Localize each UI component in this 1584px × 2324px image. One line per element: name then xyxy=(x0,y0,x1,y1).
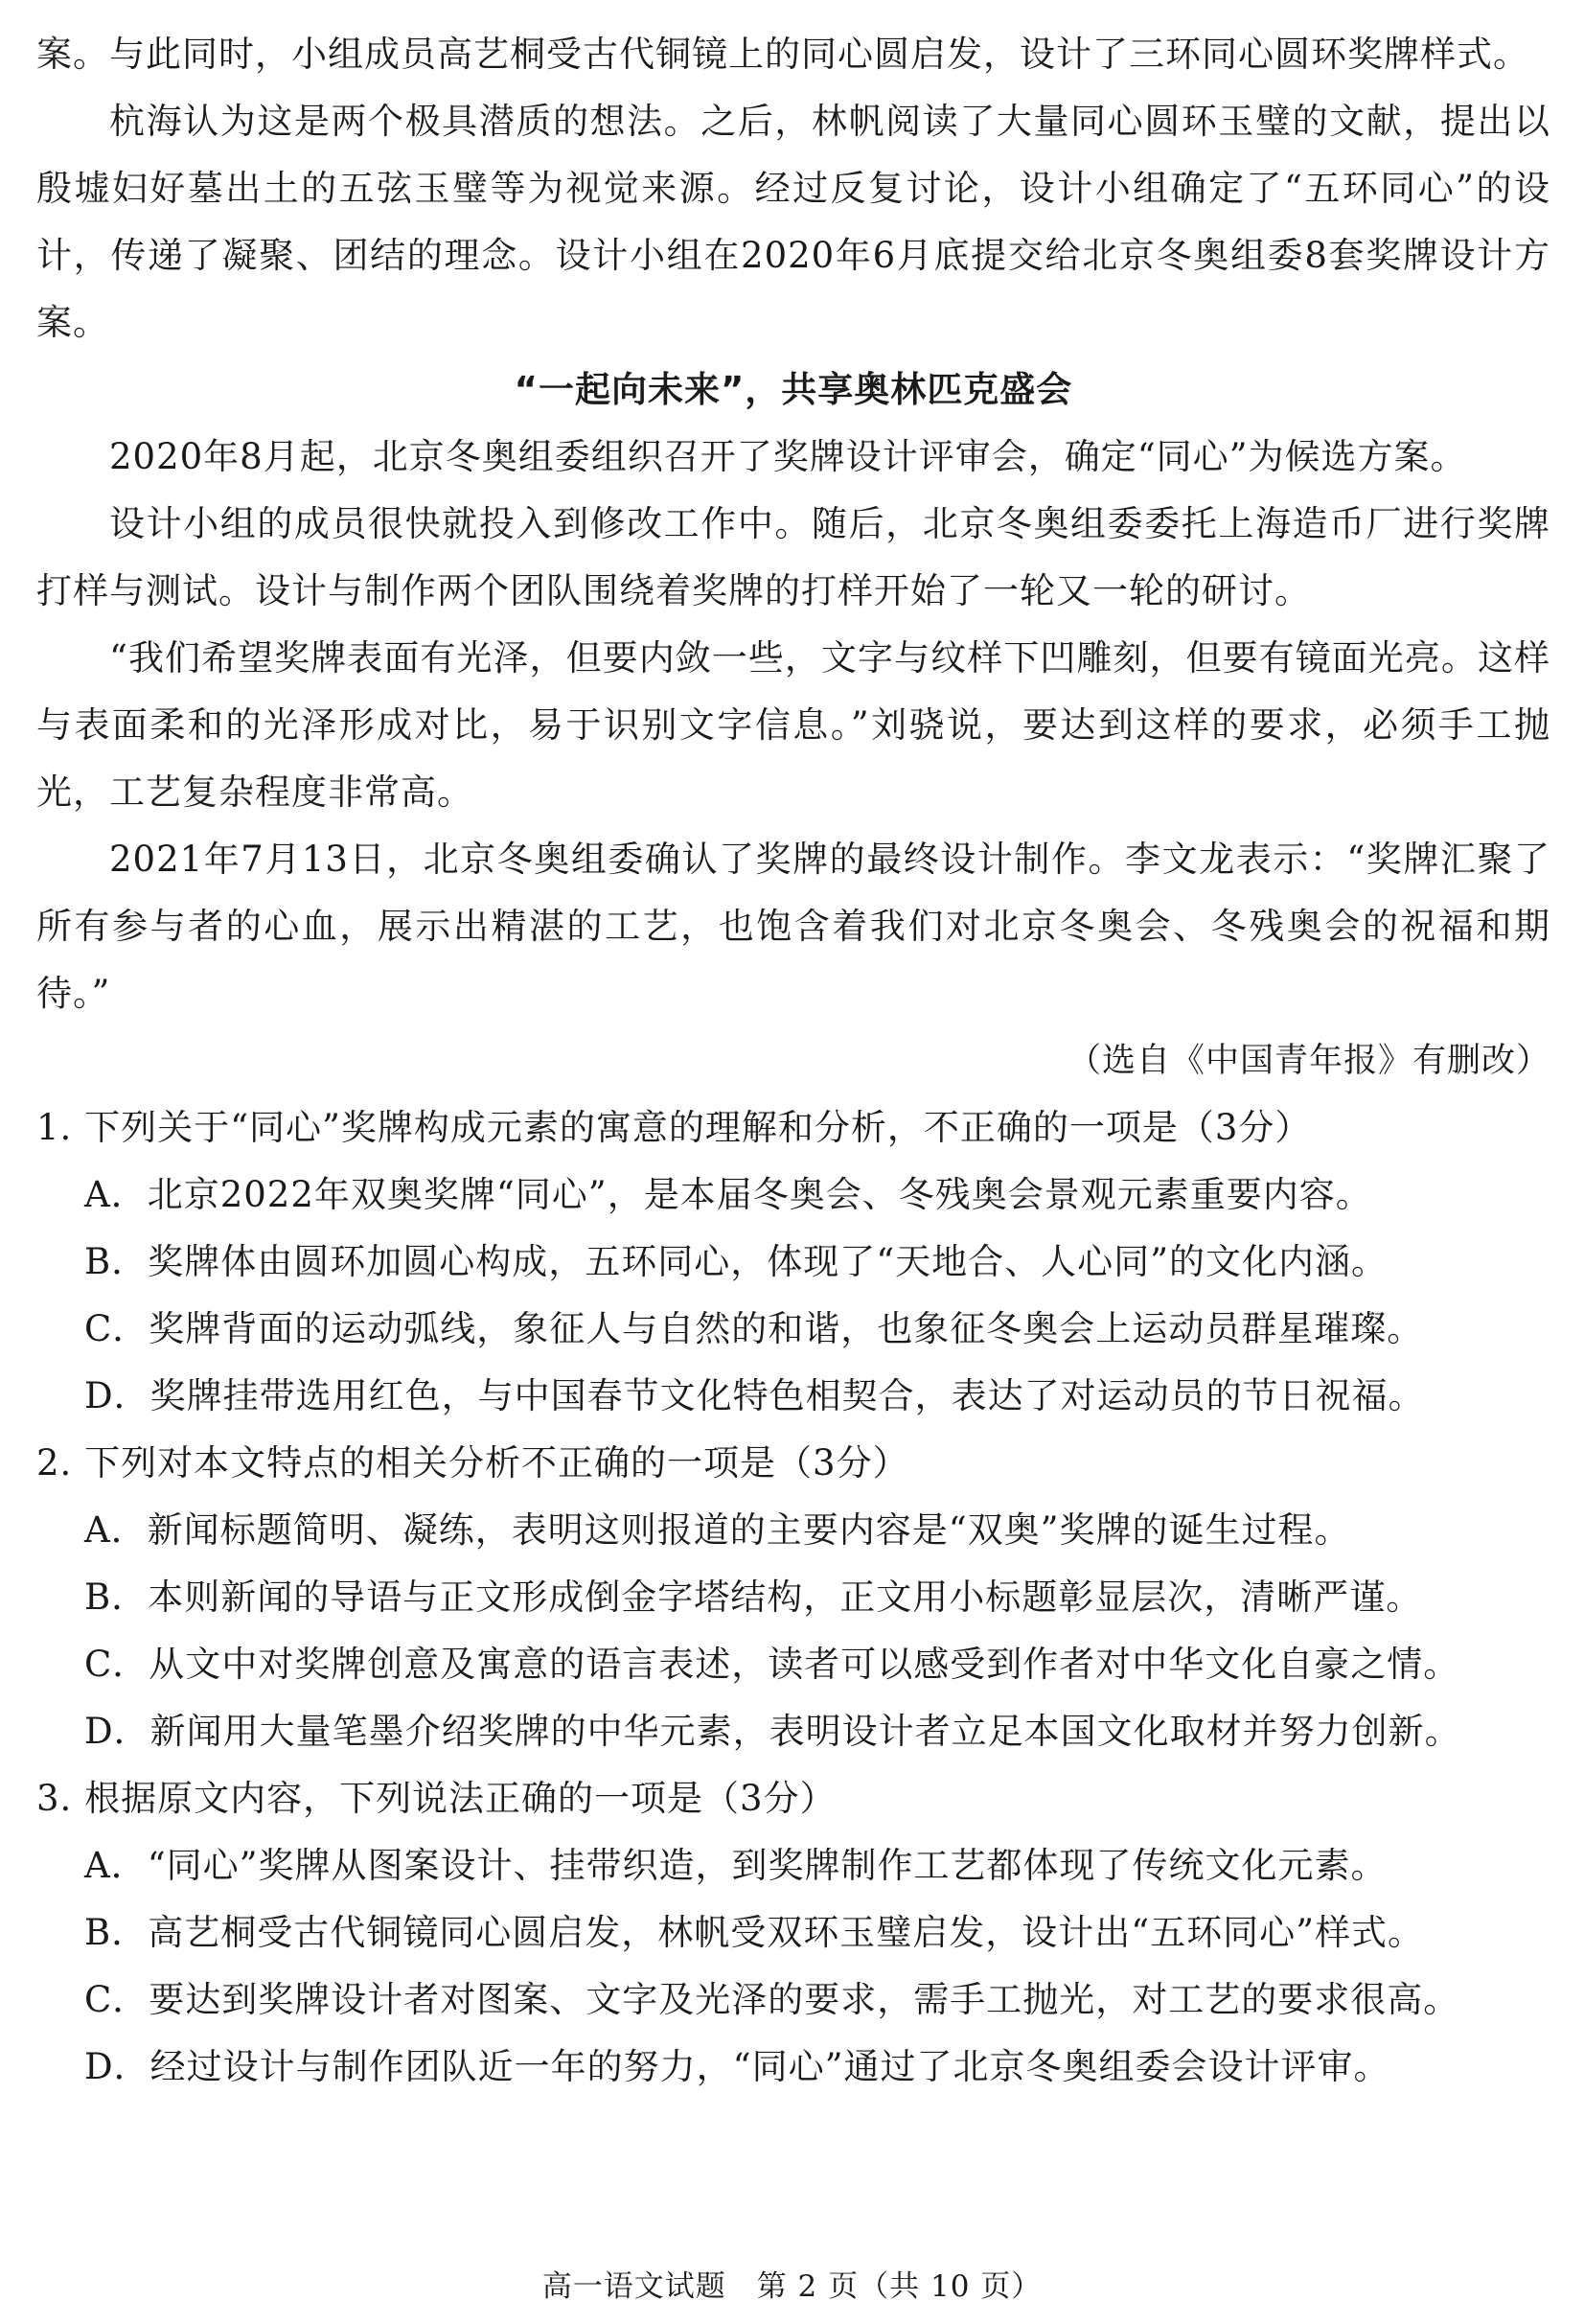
passage-paragraph: 杭海认为这是两个极具潜质的想法。之后，林帆阅读了大量同心圆环玉璧的文献，提出以殷墟妇好墓出土的五弦玉璧等为视觉来源。经过反复讨论，设计小组确定了“五环同心”的设计，传递了凝聚、团结的理念。设计小组在2020年6月底提交给北京冬奥组委8套奖牌设计方案。 xyxy=(36,101,1550,343)
option-a: A．新闻标题简明、凝练，表明这则报道的主要内容是“双奥”奖牌的诞生过程。 xyxy=(84,1509,1351,1551)
option-a: A．“同心”奖牌从图案设计、挂带织造，到奖牌制作工艺都体现了传统文化元素。 xyxy=(84,1845,1388,1886)
question-3 xyxy=(36,1765,1550,2101)
question-2 xyxy=(36,1430,1550,1765)
option-b: B．奖牌体由圆环加圆心构成，五环同心，体现了“天地合、人心同”的文化内涵。 xyxy=(84,1241,1389,1282)
question-stem: 2. 下列对本文特点的相关分析不正确的一项是（3分） xyxy=(36,1442,909,1484)
option-c: C．要达到奖牌设计者对图案、文字及光泽的要求，需手工抛光，对工艺的要求很高。 xyxy=(84,1979,1460,2020)
option-d: D．奖牌挂带选用红色，与中国春节文化特色相契合，表达了对运动员的节日祝福。 xyxy=(84,1375,1425,1416)
option-d: D．新闻用大量笔墨介绍奖牌的中华元素，表明设计者立足本国文化取材并努力创新。 xyxy=(84,1711,1461,1752)
page-footer: 高一语文试题 第 2 页（共 10 页） xyxy=(541,2269,1043,2304)
question-stem: 3. 根据原文内容，下列说法正确的一项是（3分） xyxy=(36,1778,837,1819)
option-c: C．奖牌背面的运动弧线，象征人与自然的和谐，也象征冬奥会上运动员群星璀璨。 xyxy=(84,1308,1424,1349)
option-b: B．高艺桐受古代铜镜同心圆启发，林帆受双环玉璧启发，设计出“五环同心”样式。 xyxy=(84,1912,1425,1953)
option-b: B．本则新闻的导语与正文形成倒金字塔结构，正文用小标题彰显层次，清晰严谨。 xyxy=(84,1576,1423,1618)
passage-paragraph: 2021年7月13日，北京冬奥组委确认了奖牌的最终设计制作。李文龙表示：“奖牌汇聚了所有参与者的心血，展示出精湛的工艺，也饱含着我们对北京冬奥会、冬残奥会的祝福和期待。” xyxy=(36,839,1550,1014)
question-1 xyxy=(36,1094,1550,1430)
option-d: D．经过设计与制作团队近一年的努力，“同心”通过了北京冬奥组委会设计评审。 xyxy=(84,2046,1390,2087)
option-c: C．从文中对奖牌创意及寓意的语言表述，读者可以感受到作者对中华文化自豪之情。 xyxy=(84,1644,1460,1685)
exam-page xyxy=(36,21,1550,2101)
section-subtitle: “一起向未来”，共享奥林匹克盛会 xyxy=(514,369,1073,410)
question-stem: 1. 下列关于“同心”奖牌构成元素的寓意的理解和分析，不正确的一项是（3分） xyxy=(36,1107,1312,1148)
passage-paragraph: 设计小组的成员很快就投入到修改工作中。随后，北京冬奥组委委托上海造币厂进行奖牌打样与测试。设计与制作两个团队围绕着奖牌的打样开始了一轮又一轮的研讨。 xyxy=(36,503,1550,611)
option-a: A．北京2022年双奥奖牌“同心”，是本届冬奥会、冬残奥会景观元素重要内容。 xyxy=(84,1174,1372,1215)
passage-paragraph: 2020年8月起，北京冬奥组委组织召开了奖牌设计评审会，确定“同心”为候选方案。 xyxy=(109,436,1467,477)
source-citation: （选自《中国青年报》有删改） xyxy=(1067,1042,1550,1080)
passage-paragraph: “我们希望奖牌表面有光泽，但要内敛一些，文字与纹样下凹雕刻，但要有镜面光亮。这样与表面柔和的光泽形成对比，易于识别文字信息。”刘骁说，要达到这样的要求，必须手工抛光，工艺复杂程度非常高。 xyxy=(36,637,1550,813)
passage-paragraph: 案。与此同时，小组成员高艺桐受古代铜镜上的同心圆启发，设计了三环同心圆环奖牌样式。 xyxy=(36,34,1529,75)
